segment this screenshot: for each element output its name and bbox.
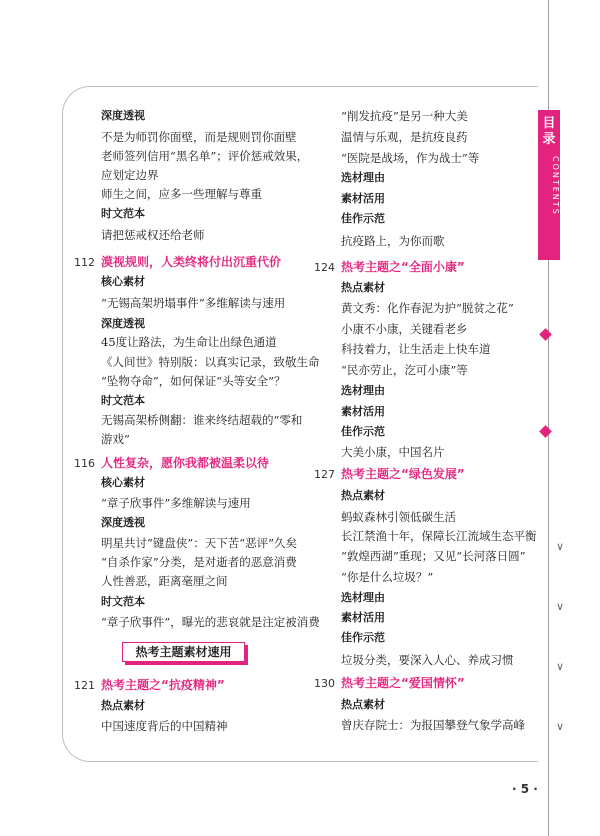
toc-item: “削发抗疫”是另一种大美	[341, 109, 468, 123]
subsection-heading: 核心素材	[101, 476, 145, 489]
toc-item: 温情与乐观，是抗疫良药	[341, 130, 468, 144]
toc-item: 长江禁渔十年，保障长江流域生态平衡	[341, 529, 537, 543]
subsection-heading: 佳作示范	[341, 212, 385, 225]
toc-item: 小康不小康，关键看老乡	[341, 322, 468, 336]
toc-page-number: 127	[314, 468, 335, 481]
toc-entry	[314, 466, 465, 483]
toc-item: “无锡高架坍塌事件”多维解读与速用	[101, 296, 286, 310]
toc-item: 师生之间，应多一些理解与尊重	[101, 187, 262, 201]
toc-item: 人性善恶，距离毫厘之间	[101, 574, 228, 588]
toc-item: 应划定边界	[101, 168, 159, 182]
subsection-heading: 深度透视	[101, 516, 145, 529]
toc-entry-title: 热考主题之“抗疫精神”	[101, 678, 225, 692]
subsection-heading: 素材活用	[341, 192, 385, 205]
section-banner: 热考主题素材速用	[122, 642, 245, 662]
subsection-heading: 素材活用	[341, 405, 385, 418]
subsection-heading: 素材活用	[341, 611, 385, 624]
page-number: · 5 ·	[512, 782, 538, 796]
diamond-icon	[539, 328, 552, 341]
subsection-heading: 时文范本	[101, 595, 145, 608]
subsection-heading: 佳作示范	[341, 425, 385, 438]
toc-item: “你是什么垃圾？”	[341, 570, 434, 584]
toc-item: 黄文秀：化作春泥为护“脱贫之花”	[341, 301, 514, 315]
subsection-heading: 深度透视	[101, 109, 145, 122]
toc-entry	[74, 677, 225, 694]
subsection-heading: 核心素材	[101, 275, 145, 288]
toc-item: 无锡高架桥侧翻：谁来终结超载的“零和	[101, 413, 303, 427]
toc-item: “医院是战场，作为战士”等	[341, 151, 480, 165]
toc-entry	[74, 455, 269, 472]
toc-item: 不是为师罚你面壁，而是规则罚你面壁	[101, 130, 297, 144]
toc-item: 中国速度背后的中国精神	[101, 719, 228, 733]
contents-tab-english: CONTENTS	[551, 156, 560, 216]
chevron-down-icon: ∨	[556, 600, 565, 613]
toc-item: 请把惩戒权还给老师	[101, 228, 205, 242]
toc-item: 抗疫路上，为你而歌	[341, 234, 445, 248]
subsection-heading: 深度透视	[101, 317, 145, 330]
chevron-down-icon: ∨	[556, 660, 565, 673]
diamond-icon	[539, 425, 552, 438]
toc-page-number: 116	[74, 457, 95, 470]
chevron-down-icon: ∨	[556, 540, 565, 553]
toc-entry-title: 漠视规则，人类终将付出沉重代价	[101, 255, 282, 269]
toc-item: “章子欣事件”，曝光的悲哀就是注定被消费	[101, 615, 320, 629]
subsection-heading: 时文范本	[101, 394, 145, 407]
contents-tab	[538, 110, 560, 260]
toc-item: 蚂蚁森林引领低碳生活	[341, 510, 456, 524]
chevron-down-icon: ∨	[556, 720, 565, 733]
toc-item: 45度让路法，为生命让出绿色通道	[101, 335, 277, 349]
toc-entry-title: 热考主题之“爱国情怀”	[341, 676, 465, 690]
toc-entry-title: 热考主题之“绿色发展”	[341, 467, 465, 481]
toc-item: 明星共讨“键盘侠”：天下苦“恶评”久矣	[101, 536, 298, 550]
toc-item: 老师签列信用“黑名单”；评价惩戒效果，	[101, 149, 309, 163]
toc-page-number: 121	[74, 679, 95, 692]
toc-page-number: 112	[74, 256, 95, 269]
subsection-heading: 热点素材	[101, 699, 145, 712]
toc-item: 《人间世》特别版：以真实记录，致敬生命	[101, 355, 320, 369]
toc-item: “自杀作家”分类，是对逝者的恶意消费	[101, 555, 297, 569]
toc-page-number: 130	[314, 677, 335, 690]
subsection-heading: 热点素材	[341, 281, 385, 294]
contents-tab-title: 目录	[542, 116, 556, 147]
subsection-heading: 选材理由	[341, 591, 385, 604]
toc-item: 大美小康，中国名片	[341, 445, 445, 459]
toc-entry	[314, 259, 465, 276]
subsection-heading: 佳作示范	[341, 631, 385, 644]
toc-item: “章子欣事件”多维解读与速用	[101, 496, 251, 510]
toc-item: “敦煌西湖”重现；又见“长河落日圆”	[341, 549, 526, 563]
toc-entry-title: 热考主题之“全面小康”	[341, 260, 465, 274]
toc-item: 科技着力，让生活走上快车道	[341, 342, 491, 356]
toc-item: 垃圾分类，要深入人心、养成习惯	[341, 653, 514, 667]
toc-entry	[74, 254, 281, 271]
toc-page-number: 124	[314, 261, 335, 274]
subsection-heading: 热点素材	[341, 698, 385, 711]
toc-item: “坠物夺命”，如何保证“头等安全”？	[101, 374, 286, 388]
toc-item: 游戏”	[101, 432, 130, 446]
toc-item: “民亦劳止，汔可小康”等	[341, 363, 468, 377]
subsection-heading: 时文范本	[101, 207, 145, 220]
toc-entry-title: 人性复杂，愿你我都被温柔以待	[101, 456, 270, 470]
toc-item: 曾庆存院士：为报国攀登气象学高峰	[341, 718, 525, 732]
subsection-heading: 选材理由	[341, 171, 385, 184]
toc-entry	[314, 675, 465, 692]
subsection-heading: 选材理由	[341, 384, 385, 397]
subsection-heading: 热点素材	[341, 489, 385, 502]
